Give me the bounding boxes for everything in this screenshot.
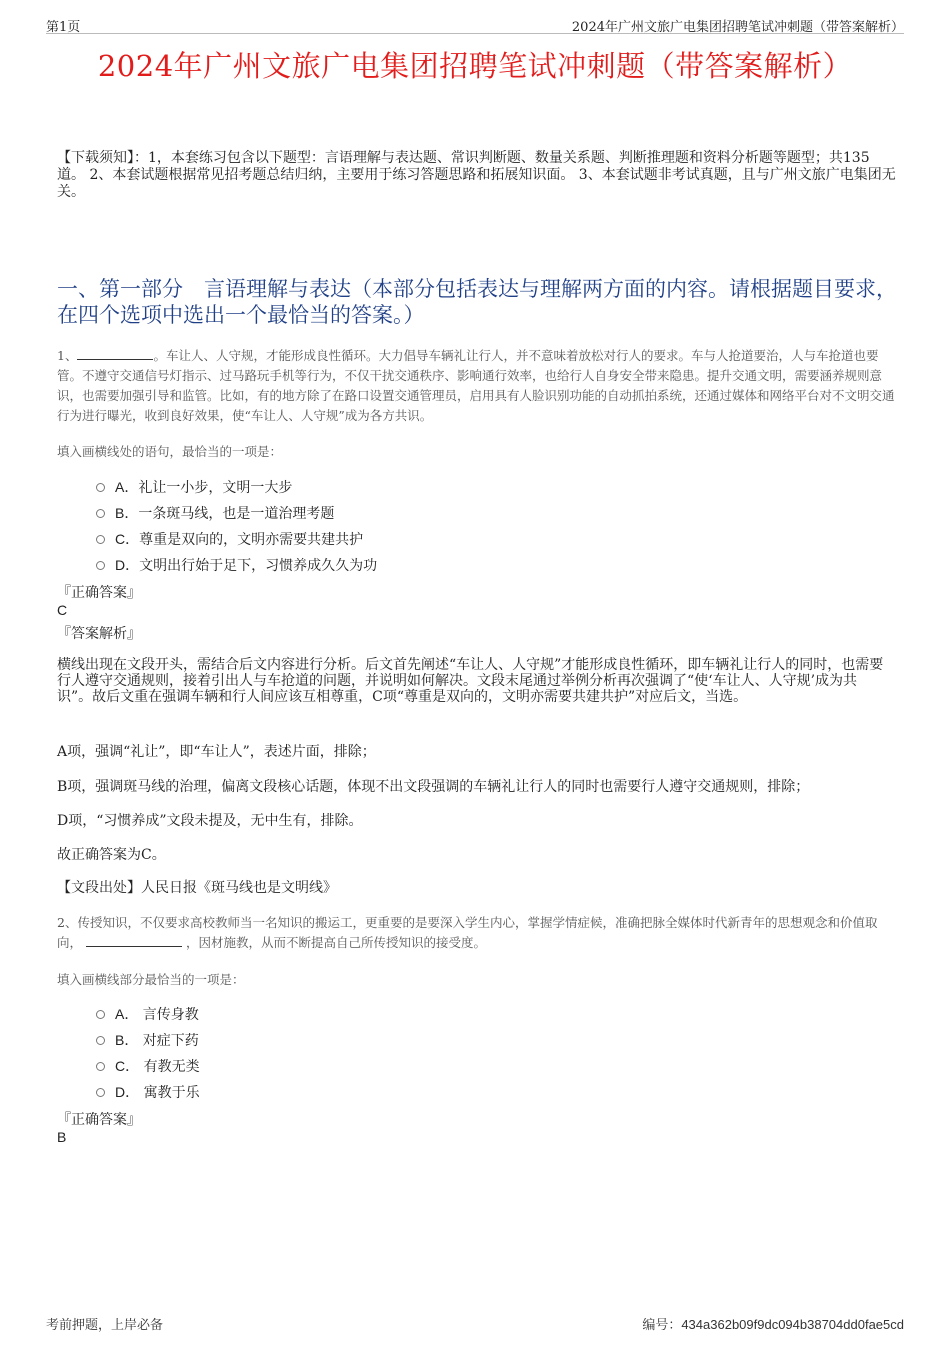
analysis-label: 『答案解析』 <box>57 626 141 642</box>
question-2-prompt: 填入画横线部分最恰当的一项是： <box>57 972 245 987</box>
answer-blank <box>86 934 182 947</box>
analysis-option-d: D项，“习惯养成”文段未提及，无中生有，排除。 <box>57 813 363 829</box>
download-notice: 【下载须知】：1，本套练习包含以下题型：言语理解与表达题、常识判断题、数量关系题、判断推理题和资料分析题等题型；共135道。 2、本套试题根据常见招考题总结归纳，主要用于练习答题思路和拓展知识面。 3、本套试题非考试真题，且与广州文旅广电集团无关。 <box>57 150 896 200</box>
question-1-number: 1、 <box>57 348 78 363</box>
radio-icon[interactable] <box>96 1062 105 1071</box>
footer-code-label: 编号： <box>642 1318 682 1333</box>
radio-icon[interactable] <box>96 483 105 492</box>
correct-answer: C <box>57 602 68 618</box>
analysis-option-b: B项，强调斑马线的治理，偏离文段核心话题，体现不出文段强调的车辆礼让行人的同时也需要行人遵守交通规则，排除； <box>57 779 810 795</box>
question-1-body: 。车让人、人守规，才能形成良性循环。大力倡导车辆礼让行人，并不意味着放松对行人的要求。车与人抢道要治，人与车抢道也要管。不遵守交通信号灯指示、过马路玩手机等行为，不仅干扰交通秩序、影响通行效率，也给行人自身安全带来隐患。提升交通文明，需要涵养规则意识，也需要加强引导和监管。比如，有的地方除了在路口设置交通管理员，启用具有人脸识别功能的自动抓拍系统，还通过媒体和网络平台对不文明交通行为进行曝光，收到良好效果，使“车让人、人守规”成为各方共识。 <box>57 348 895 423</box>
option-b[interactable]: B．一条斑马线，也是一道治理考题 <box>96 503 334 523</box>
option-a[interactable]: A．礼让一小步，文明一大步 <box>96 477 292 497</box>
footer-slogan: 考前押题，上岸必备 <box>46 1318 164 1333</box>
analysis-conclusion: 故正确答案为C。 <box>57 847 166 863</box>
radio-icon[interactable] <box>96 561 105 570</box>
header-divider <box>46 33 904 34</box>
radio-icon[interactable] <box>96 509 105 518</box>
option-d[interactable]: D．文明出行始于足下，习惯养成久久为功 <box>96 555 377 575</box>
footer-code <box>642 1314 904 1333</box>
answer-label: 『正确答案』 <box>57 1112 141 1128</box>
analysis-option-a: A项，强调“礼让”，即“车让人”，表述片面，排除； <box>57 744 376 760</box>
question-1-prompt: 填入画横线处的语句，最恰当的一项是： <box>57 444 283 459</box>
radio-icon[interactable] <box>96 535 105 544</box>
radio-icon[interactable] <box>96 1010 105 1019</box>
option-a[interactable]: A． 言传身教 <box>96 1004 199 1024</box>
question-1-text <box>57 346 897 426</box>
radio-icon[interactable] <box>96 1036 105 1045</box>
answer-label: 『正确答案』 <box>57 585 141 601</box>
text-source: 【文段出处】人民日报《斑马线也是文明线》 <box>57 880 337 896</box>
section-heading: 一、第一部分 言语理解与表达（本部分包括表达与理解两方面的内容。请根据题目要求，在四个选项中选出一个最恰当的答案。） <box>57 277 897 327</box>
option-c[interactable]: C．尊重是双向的，文明亦需要共建共护 <box>96 529 363 549</box>
question-2-body: 2、传授知识，不仅要求高校教师当一名知识的搬运工，更重要的是要深入学生内心，掌握学情症候，准确把脉全媒体时代新青年的思想观念和价值取向， <box>57 915 878 950</box>
question-2-body-end: ，因材施教，从而不断提高自己所传授知识的接受度。 <box>186 935 487 950</box>
answer-blank <box>77 347 153 360</box>
option-b[interactable]: B． 对症下药 <box>96 1030 199 1050</box>
correct-answer: B <box>57 1129 67 1145</box>
header-doc-title: 2024年广州文旅广电集团招聘笔试冲刺题（带答案解析） <box>571 20 904 35</box>
footer-code-value: 434a362b09f9dc094b38704dd0fae5cd <box>681 1317 904 1332</box>
option-d[interactable]: D． 寓教于乐 <box>96 1082 200 1102</box>
page-number: 第1页 <box>46 20 81 35</box>
page-title: 2024年广州文旅广电集团招聘笔试冲刺题（带答案解析） <box>97 49 853 83</box>
radio-icon[interactable] <box>96 1088 105 1097</box>
option-c[interactable]: C． 有教无类 <box>96 1056 200 1076</box>
question-2-text <box>57 913 897 953</box>
analysis-paragraph: 横线出现在文段开头，需结合后文内容进行分析。后文首先阐述“车让人、人守规”才能形成良性循环，即车辆礼让行人的同时，也需要行人遵守交通规则，接着引出人与车抢道的问题，并说明如何解决。文段末尾通过举例分析再次强调了“使‘车让人、人守规’成为共识”。故后文重在强调车辆和行人间应该互相尊重，C项“尊重是双向的，文明亦需要共建共护”对应后文，当选。 <box>57 657 884 705</box>
